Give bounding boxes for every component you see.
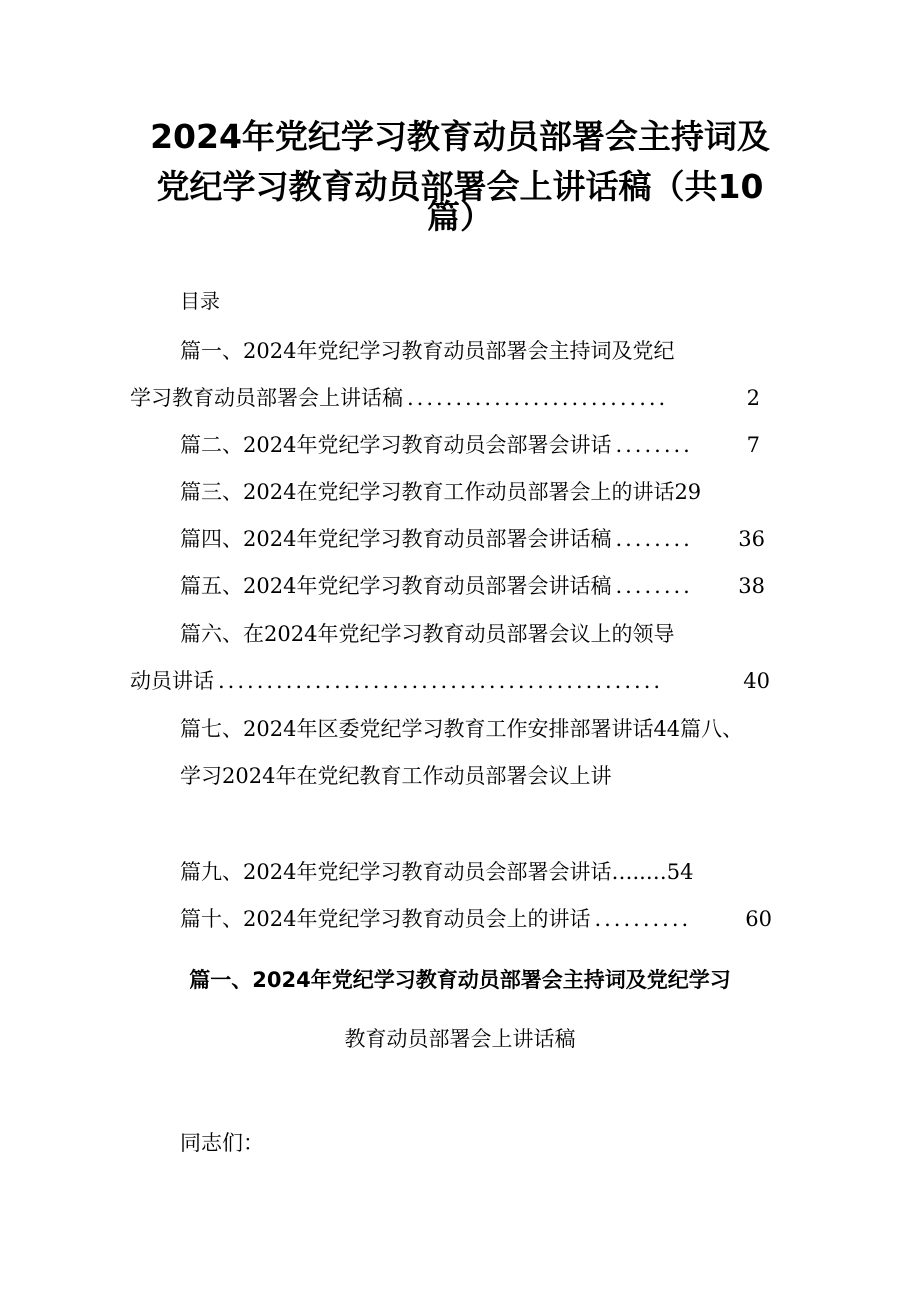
- toc-entry-2-page: 7: [746, 433, 760, 457]
- toc-entry-5[interactable]: [180, 571, 765, 601]
- toc-entry-4-text: 篇四、2024年党纪学习教育动员部署会讲话稿: [180, 527, 612, 551]
- toc-entry-1-leader: ...........................: [407, 386, 669, 410]
- toc-entry-7[interactable]: 篇七、2024年区委党纪学习教育工作安排部署讲话44篇八、: [180, 717, 744, 741]
- toc-entry-2-text: 篇二、2024年党纪学习教育动员会部署会讲话: [180, 433, 612, 457]
- section-heading-line-1: 篇一、2024年党纪学习教育动员部署会主持词及党纪学习: [189, 968, 731, 992]
- toc-entry-8[interactable]: 学习2024年在党纪教育工作动员部署会议上讲: [180, 764, 612, 788]
- toc-entry-5-text: 篇五、2024年党纪学习教育动员部署会讲话稿: [180, 574, 612, 598]
- toc-entry-5-leader: ........: [615, 574, 693, 598]
- toc-entry-1-text: 学习教育动员部署会上讲话稿: [130, 386, 403, 410]
- toc-entry-6-page: 40: [743, 669, 770, 693]
- document-title-line-3: 篇）: [427, 197, 493, 236]
- document-title-line-1: 2024年党纪学习教育动员部署会主持词及: [150, 117, 770, 156]
- toc-label: 目录: [180, 289, 220, 313]
- toc-entry-4-leader: ........: [615, 527, 693, 551]
- toc-entry-2-leader: ........: [615, 433, 693, 457]
- toc-entry-10[interactable]: [180, 904, 772, 934]
- toc-entry-6-line-1[interactable]: 篇六、在2024年党纪学习教育动员部署会议上的领导: [180, 622, 675, 646]
- salutation: 同志们：: [180, 1131, 264, 1155]
- toc-entry-10-text: 篇十、2024年党纪学习教育动员会上的讲话: [180, 907, 591, 931]
- toc-entry-2[interactable]: [180, 430, 760, 460]
- document-title-line-2: 党纪学习教育动员部署会上讲话稿（共10: [156, 167, 764, 206]
- toc-entry-9[interactable]: 篇九、2024年党纪学习教育动员会部署会讲话…..…54: [180, 860, 694, 884]
- toc-entry-4-page: 36: [738, 527, 765, 551]
- toc-entry-4[interactable]: [180, 524, 765, 554]
- toc-entry-1-page: 2: [746, 386, 760, 410]
- toc-entry-3[interactable]: 篇三、2024在党纪学习教育工作动员部署会上的讲话29: [180, 480, 702, 504]
- toc-entry-6-leader: ..............................................: [218, 669, 664, 693]
- toc-entry-1-line-2[interactable]: [130, 383, 760, 413]
- toc-entry-6-line-2[interactable]: [130, 666, 770, 696]
- section-heading-line-2: 教育动员部署会上讲话稿: [344, 1027, 576, 1051]
- toc-entry-5-page: 38: [738, 574, 765, 598]
- toc-entry-10-page: 60: [745, 907, 772, 931]
- toc-entry-6-text: 动员讲话: [130, 669, 214, 693]
- toc-entry-10-leader: ..........: [594, 907, 692, 931]
- toc-entry-1-line-1[interactable]: 篇一、2024年党纪学习教育动员部署会主持词及党纪: [180, 339, 675, 363]
